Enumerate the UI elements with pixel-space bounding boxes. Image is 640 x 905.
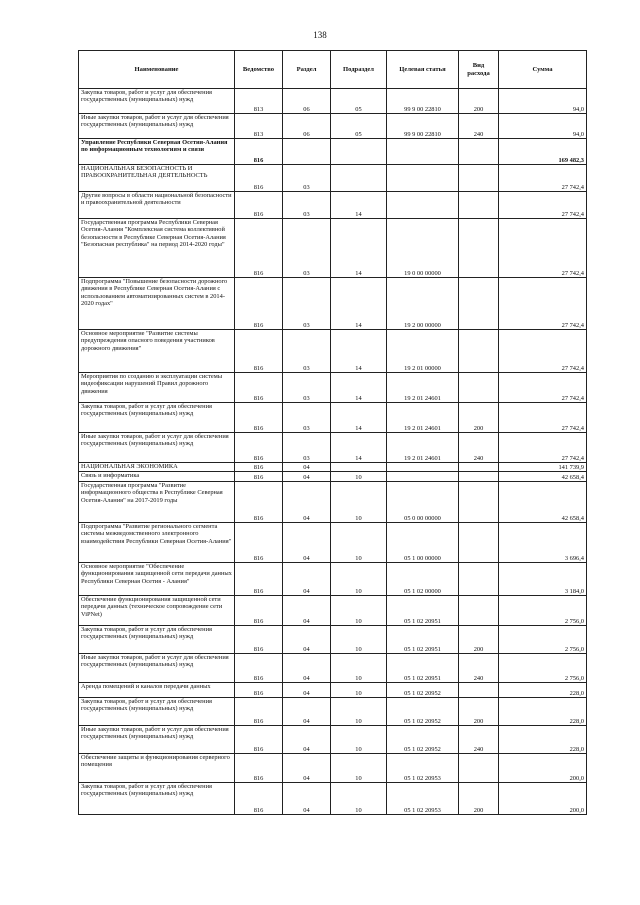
row-podrazdel-cell: 05 (331, 114, 387, 139)
row-sum-cell: 27 742,4 (499, 373, 587, 403)
row-razdel-cell: 04 (283, 783, 331, 815)
row-sum-cell: 3 696,4 (499, 523, 587, 563)
row-podrazdel-cell: 14 (331, 403, 387, 433)
row-target-article-cell (387, 139, 459, 165)
row-name-cell: Закупка товаров, работ и услуг для обеспечения государственных (муниципальных) нужд (79, 783, 235, 815)
row-ved-cell: 816 (235, 563, 283, 596)
row-podrazdel-cell: 14 (331, 373, 387, 403)
table-row (79, 523, 587, 563)
table-row (79, 596, 587, 626)
row-razdel-cell: 03 (283, 330, 331, 373)
row-ved-cell: 816 (235, 403, 283, 433)
row-name-cell: Закупка товаров, работ и услуг для обеспечения государственных (муниципальных) нужд (79, 626, 235, 654)
row-sum-cell: 94,0 (499, 114, 587, 139)
row-target-article-cell: 19 2 01 24601 (387, 403, 459, 433)
row-podrazdel-cell: 14 (331, 330, 387, 373)
row-target-article-cell: 99 9 00 22810 (387, 89, 459, 114)
row-ved-cell: 816 (235, 330, 283, 373)
row-ved-cell: 816 (235, 626, 283, 654)
row-sum-cell: 27 742,4 (499, 433, 587, 463)
row-expense-type-cell (459, 192, 499, 219)
page-number: 138 (313, 30, 327, 40)
row-name-cell: Подпрограмма "Повышение безопасности дорожного движения в Республике Северная Осетия-Алания с использованием автоматизированных систем в 2014-2020 годах" (79, 278, 235, 330)
row-name-cell: Иные закупки товаров, работ и услуг для обеспечения государственных (муниципальных) нужд (79, 654, 235, 683)
row-expense-type-cell (459, 563, 499, 596)
row-expense-type-cell: 200 (459, 783, 499, 815)
row-razdel-cell: 04 (283, 726, 331, 754)
row-podrazdel-cell: 10 (331, 482, 387, 523)
row-podrazdel-cell: 10 (331, 783, 387, 815)
row-razdel-cell: 04 (283, 754, 331, 783)
header-razdel: Раздел (283, 51, 331, 89)
row-name-cell: НАЦИОНАЛЬНАЯ БЕЗОПАСНОСТЬ И ПРАВООХРАНИТЕЛЬНАЯ ДЕЯТЕЛЬНОСТЬ (79, 165, 235, 192)
row-razdel-cell: 04 (283, 482, 331, 523)
row-podrazdel-cell: 10 (331, 472, 387, 482)
table-row (79, 563, 587, 596)
row-sum-cell: 27 742,4 (499, 330, 587, 373)
table-row (79, 482, 587, 523)
row-name-cell: НАЦИОНАЛЬНАЯ ЭКОНОМИКА (79, 463, 235, 472)
row-sum-cell: 228,0 (499, 683, 587, 698)
row-name-cell: Иные закупки товаров, работ и услуг для обеспечения государственных (муниципальных) нужд (79, 114, 235, 139)
row-target-article-cell: 05 1 02 00000 (387, 563, 459, 596)
header-target-article: Целевая статья (387, 51, 459, 89)
row-ved-cell: 816 (235, 472, 283, 482)
row-podrazdel-cell: 10 (331, 726, 387, 754)
table-row (79, 114, 587, 139)
row-target-article-cell (387, 192, 459, 219)
row-target-article-cell: 05 1 00 00000 (387, 523, 459, 563)
row-sum-cell: 2 756,0 (499, 596, 587, 626)
row-ved-cell: 816 (235, 726, 283, 754)
row-expense-type-cell: 200 (459, 403, 499, 433)
row-expense-type-cell: 200 (459, 89, 499, 114)
table-row (79, 698, 587, 726)
row-podrazdel-cell: 05 (331, 89, 387, 114)
row-sum-cell: 2 756,0 (499, 626, 587, 654)
row-sum-cell: 3 184,0 (499, 563, 587, 596)
row-ved-cell: 813 (235, 89, 283, 114)
row-expense-type-cell (459, 754, 499, 783)
row-name-cell: Иные закупки товаров, работ и услуг для обеспечения государственных (муниципальных) нужд (79, 433, 235, 463)
row-target-article-cell: 05 1 02 20953 (387, 754, 459, 783)
row-target-article-cell: 99 9 00 22810 (387, 114, 459, 139)
row-podrazdel-cell: 10 (331, 563, 387, 596)
row-expense-type-cell (459, 683, 499, 698)
row-razdel-cell: 04 (283, 596, 331, 626)
table-row (79, 654, 587, 683)
row-target-article-cell (387, 165, 459, 192)
table-row (79, 433, 587, 463)
row-target-article-cell: 19 2 01 00000 (387, 330, 459, 373)
row-name-cell: Другие вопросы в области национальной безопасности и правоохранительной деятельности (79, 192, 235, 219)
row-razdel-cell: 04 (283, 683, 331, 698)
row-sum-cell: 42 658,4 (499, 482, 587, 523)
row-podrazdel-cell: 10 (331, 654, 387, 683)
row-podrazdel-cell (331, 463, 387, 472)
row-ved-cell: 816 (235, 683, 283, 698)
row-expense-type-cell (459, 463, 499, 472)
row-razdel-cell: 04 (283, 626, 331, 654)
row-expense-type-cell (459, 278, 499, 330)
row-razdel-cell: 03 (283, 165, 331, 192)
row-ved-cell: 816 (235, 219, 283, 278)
row-expense-type-cell (459, 139, 499, 165)
row-target-article-cell: 19 2 01 24601 (387, 433, 459, 463)
table-row (79, 165, 587, 192)
row-target-article-cell: 19 2 00 00000 (387, 278, 459, 330)
table-row (79, 278, 587, 330)
row-sum-cell: 27 742,4 (499, 403, 587, 433)
row-expense-type-cell: 240 (459, 114, 499, 139)
row-podrazdel-cell: 14 (331, 433, 387, 463)
header-name: Наименование (79, 51, 235, 89)
row-sum-cell: 200,0 (499, 754, 587, 783)
table-row (79, 463, 587, 472)
row-ved-cell: 816 (235, 654, 283, 683)
row-name-cell: Закупка товаров, работ и услуг для обеспечения государственных (муниципальных) нужд (79, 403, 235, 433)
table-row (79, 330, 587, 373)
row-expense-type-cell: 240 (459, 433, 499, 463)
row-expense-type-cell: 200 (459, 626, 499, 654)
row-name-cell: Подпрограмма "Развитие регионального сегмента системы межведомственного электронного взаимодействия Республики Северная Осетия-Алания" (79, 523, 235, 563)
row-podrazdel-cell (331, 165, 387, 192)
row-ved-cell: 816 (235, 783, 283, 815)
row-podrazdel-cell: 10 (331, 683, 387, 698)
row-ved-cell: 816 (235, 463, 283, 472)
row-expense-type-cell (459, 330, 499, 373)
table-row (79, 139, 587, 165)
row-razdel-cell: 03 (283, 219, 331, 278)
row-expense-type-cell (459, 523, 499, 563)
row-target-article-cell: 05 1 02 20951 (387, 654, 459, 683)
table-row (79, 783, 587, 815)
row-name-cell: Государственная программа Республики Северная Осетия-Алания "Комплексная система коллективной безопасности в Республике Северная Осетия-Алания "Безопасная республика" на период 2014-2020 годы" (79, 219, 235, 278)
row-name-cell: Обеспечение защиты и функционирования серверного помещения (79, 754, 235, 783)
row-sum-cell: 169 482,3 (499, 139, 587, 165)
row-target-article-cell: 05 1 02 20952 (387, 698, 459, 726)
row-sum-cell: 27 742,4 (499, 165, 587, 192)
row-razdel-cell: 04 (283, 654, 331, 683)
table-row (79, 472, 587, 482)
row-podrazdel-cell: 10 (331, 698, 387, 726)
row-target-article-cell: 05 1 02 20952 (387, 683, 459, 698)
row-ved-cell: 816 (235, 596, 283, 626)
row-podrazdel-cell: 14 (331, 219, 387, 278)
row-podrazdel-cell: 10 (331, 596, 387, 626)
row-name-cell: Основное мероприятие "Развитие системы предупреждения опасного поведения участников дорожного движения" (79, 330, 235, 373)
header-sum: Сумма (499, 51, 587, 89)
row-ved-cell: 816 (235, 698, 283, 726)
row-ved-cell: 816 (235, 278, 283, 330)
row-ved-cell: 816 (235, 482, 283, 523)
row-podrazdel-cell: 14 (331, 278, 387, 330)
row-sum-cell: 2 756,0 (499, 654, 587, 683)
row-expense-type-cell (459, 596, 499, 626)
row-podrazdel-cell: 10 (331, 523, 387, 563)
row-target-article-cell: 19 2 01 24601 (387, 373, 459, 403)
row-razdel-cell (283, 139, 331, 165)
row-expense-type-cell (459, 472, 499, 482)
row-expense-type-cell (459, 219, 499, 278)
budget-table (78, 50, 587, 815)
row-sum-cell: 27 742,4 (499, 192, 587, 219)
row-ved-cell: 816 (235, 192, 283, 219)
row-sum-cell: 228,0 (499, 726, 587, 754)
row-name-cell: Государственная программа "Развитие информационного общества в Республике Северная Осетия-Алания" на 2017-2019 годы (79, 482, 235, 523)
row-podrazdel-cell: 14 (331, 192, 387, 219)
row-razdel-cell: 03 (283, 403, 331, 433)
table-row (79, 726, 587, 754)
row-name-cell: Закупка товаров, работ и услуг для обеспечения государственных (муниципальных) нужд (79, 89, 235, 114)
table-row (79, 192, 587, 219)
row-name-cell: Обеспечение функционирования защищенной сети передачи данных (техническое сопровождение сети ViPNet) (79, 596, 235, 626)
table-row (79, 754, 587, 783)
row-sum-cell: 27 742,4 (499, 278, 587, 330)
row-sum-cell: 27 742,4 (499, 219, 587, 278)
row-expense-type-cell (459, 482, 499, 523)
row-sum-cell: 141 739,9 (499, 463, 587, 472)
row-name-cell: Аренда помещений и каналов передачи данных (79, 683, 235, 698)
row-target-article-cell: 05 1 02 20951 (387, 596, 459, 626)
row-sum-cell: 228,0 (499, 698, 587, 726)
row-razdel-cell: 04 (283, 698, 331, 726)
row-razdel-cell: 04 (283, 563, 331, 596)
row-expense-type-cell: 240 (459, 726, 499, 754)
row-razdel-cell: 03 (283, 433, 331, 463)
table-row (79, 626, 587, 654)
header-expense-type: Вид расхода (459, 51, 499, 89)
table-row (79, 373, 587, 403)
row-expense-type-cell: 240 (459, 654, 499, 683)
row-razdel-cell: 03 (283, 192, 331, 219)
row-ved-cell: 816 (235, 433, 283, 463)
table-row (79, 683, 587, 698)
row-podrazdel-cell: 10 (331, 626, 387, 654)
row-razdel-cell: 04 (283, 472, 331, 482)
table-header-row (79, 51, 587, 89)
row-target-article-cell (387, 463, 459, 472)
row-expense-type-cell: 200 (459, 698, 499, 726)
row-razdel-cell: 03 (283, 373, 331, 403)
row-name-cell: Управление Республики Северная Осетия-Алания по информационным технологиям и связи (79, 139, 235, 165)
row-name-cell: Связь и информатика (79, 472, 235, 482)
row-expense-type-cell (459, 165, 499, 192)
row-target-article-cell: 05 1 02 20951 (387, 626, 459, 654)
row-ved-cell: 816 (235, 754, 283, 783)
row-target-article-cell: 05 1 02 20953 (387, 783, 459, 815)
row-sum-cell: 94,0 (499, 89, 587, 114)
row-target-article-cell: 05 1 02 20952 (387, 726, 459, 754)
row-name-cell: Иные закупки товаров, работ и услуг для обеспечения государственных (муниципальных) нужд (79, 726, 235, 754)
row-name-cell: Мероприятия по созданию и эксплуатации системы видеофиксации нарушений Правил дорожного движения (79, 373, 235, 403)
row-target-article-cell (387, 472, 459, 482)
row-ved-cell: 816 (235, 165, 283, 192)
table-row (79, 219, 587, 278)
row-ved-cell: 813 (235, 114, 283, 139)
row-razdel-cell: 04 (283, 463, 331, 472)
row-ved-cell: 816 (235, 523, 283, 563)
row-podrazdel-cell: 10 (331, 754, 387, 783)
row-razdel-cell: 03 (283, 278, 331, 330)
row-target-article-cell: 05 0 00 00000 (387, 482, 459, 523)
header-podrazdel: Подраздел (331, 51, 387, 89)
table-body (79, 89, 587, 815)
row-razdel-cell: 06 (283, 114, 331, 139)
row-razdel-cell: 04 (283, 523, 331, 563)
row-name-cell: Основное мероприятие "Обеспечение функционирования защищенной сети передачи данных Республики Северная Осетия - Алания" (79, 563, 235, 596)
row-target-article-cell: 19 0 00 00000 (387, 219, 459, 278)
row-expense-type-cell (459, 373, 499, 403)
table-row (79, 89, 587, 114)
table-row (79, 403, 587, 433)
row-sum-cell: 200,0 (499, 783, 587, 815)
row-name-cell: Закупка товаров, работ и услуг для обеспечения государственных (муниципальных) нужд (79, 698, 235, 726)
row-ved-cell: 816 (235, 373, 283, 403)
row-sum-cell: 42 658,4 (499, 472, 587, 482)
row-razdel-cell: 06 (283, 89, 331, 114)
header-ved: Ведомство (235, 51, 283, 89)
row-ved-cell: 816 (235, 139, 283, 165)
row-podrazdel-cell (331, 139, 387, 165)
